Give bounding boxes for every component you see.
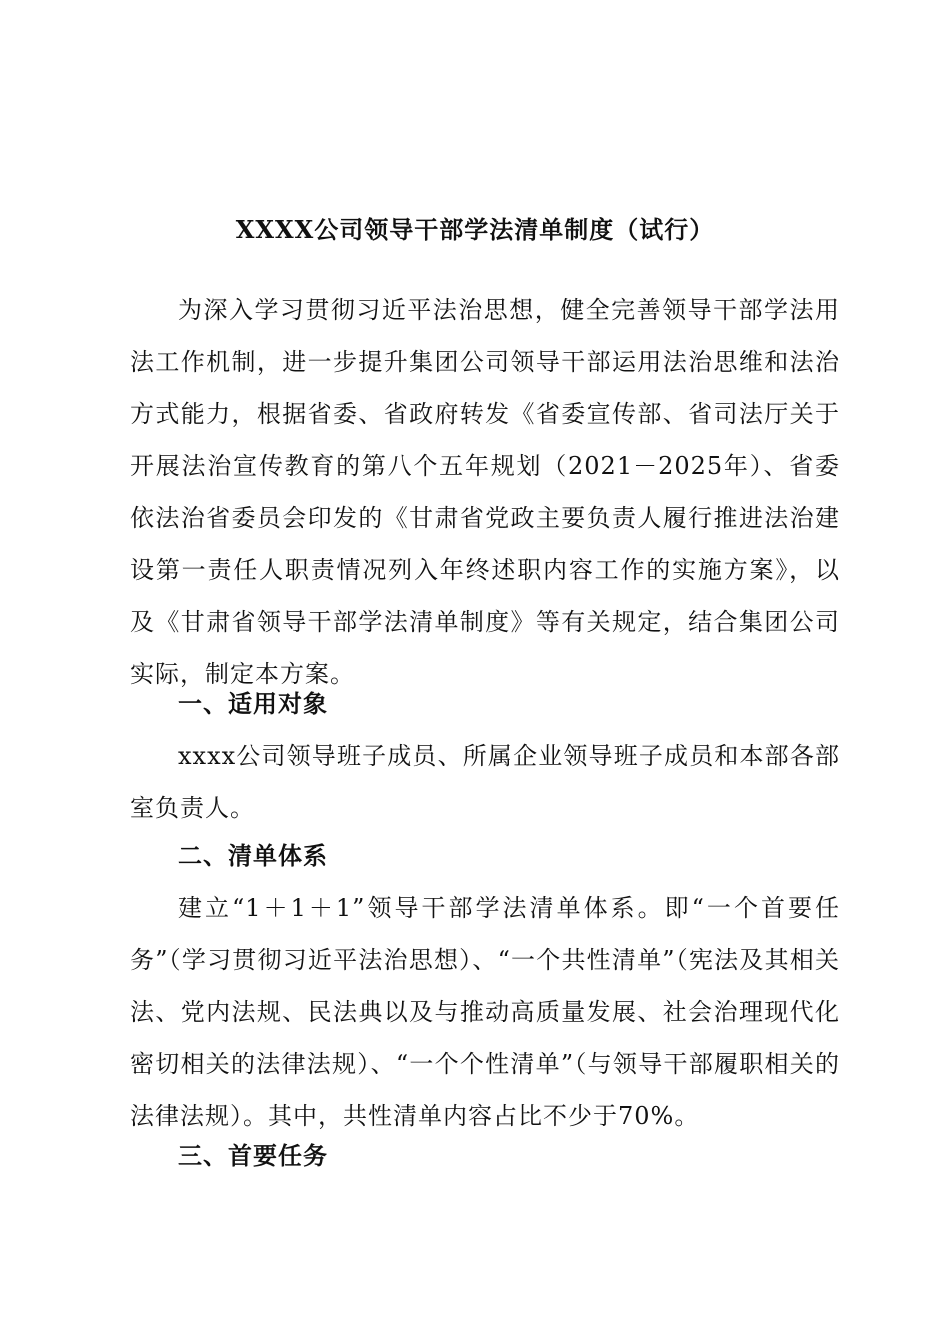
section-heading-primary-task: 三、首要任务 bbox=[178, 1141, 328, 1170]
section-heading-system: 二、清单体系 bbox=[178, 841, 328, 870]
section-heading-scope: 一、适用对象 bbox=[178, 689, 328, 718]
document-title: XXXX公司领导干部学法清单制度（试行） bbox=[235, 215, 715, 244]
scope-paragraph: xxxx公司领导班子成员、所属企业领导班子成员和本部各部室负责人。 bbox=[130, 742, 840, 822]
system-paragraph: 建立“1＋1＋1”领导干部学法清单体系。即“一个首要任务”（学习贯彻习近平法治思想）、“一个共性清单”（宪法及其相关法、党内法规、民法典以及与推动高质量发展、社会治理现代化密切相关的法律法规）、“一个个性清单”（与领导干部履职相关的法律法规）。其中，共性清单内容占比不少于70%。 bbox=[130, 894, 840, 1130]
intro-paragraph: 为深入学习贯彻习近平法治思想，健全完善领导干部学法用法工作机制，进一步提升集团公司领导干部运用法治思维和法治方式能力，根据省委、省政府转发《省委宣传部、省司法厅关于开展法治宣传教育的第八个五年规划（2021－2025年）、省委依法治省委员会印发的《甘肃省党政主要负责人履行推进法治建设第一责任人职责情况列入年终述职内容工作的实施方案》，以及《甘肃省领导干部学法清单制度》等有关规定，结合集团公司实际，制定本方案。 bbox=[130, 296, 840, 688]
